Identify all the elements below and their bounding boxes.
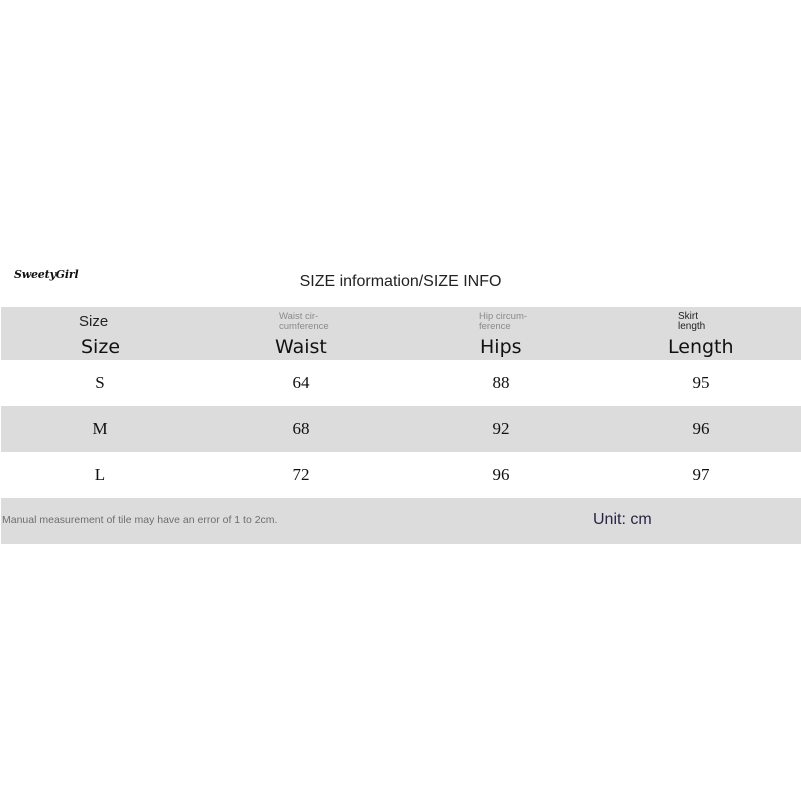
brand-logo: SweetyGirl bbox=[14, 268, 79, 281]
table-row bbox=[1, 406, 801, 452]
header-hips-label: Hips bbox=[480, 336, 522, 358]
cell-length: 96 bbox=[692, 419, 710, 438]
header-length-label: Length bbox=[668, 336, 734, 358]
cell-hips: 96 bbox=[492, 465, 510, 484]
table-row bbox=[1, 360, 801, 406]
header-size-label: Size bbox=[81, 336, 121, 358]
header-waist-label: Waist bbox=[275, 336, 327, 358]
table-footer bbox=[1, 498, 801, 544]
table-row bbox=[1, 452, 801, 498]
cell-size: M bbox=[92, 419, 108, 438]
cell-waist: 68 bbox=[292, 419, 310, 438]
measurement-note: Manual measurement of tile may have an error of 1 to 2cm. bbox=[2, 514, 278, 526]
cell-hips: 92 bbox=[492, 419, 510, 438]
cell-waist: 72 bbox=[292, 465, 310, 484]
cell-hips: 88 bbox=[492, 373, 510, 392]
header-length-sub: Skirt length bbox=[678, 311, 706, 332]
header-waist-sub: Waist cir- cumference bbox=[279, 311, 329, 332]
header-hips-sub: Hip circum- ference bbox=[479, 311, 528, 332]
size-table bbox=[1, 307, 801, 544]
cell-length: 95 bbox=[692, 373, 710, 392]
cell-size: L bbox=[94, 465, 106, 484]
cell-length: 97 bbox=[692, 465, 710, 484]
page-title: SIZE information/SIZE INFO bbox=[299, 273, 502, 290]
cell-waist: 64 bbox=[292, 373, 310, 392]
table-header-row bbox=[1, 307, 801, 360]
header-size-sub: Size bbox=[79, 313, 109, 330]
unit-label: Unit: cm bbox=[593, 511, 652, 528]
cell-size: S bbox=[95, 373, 105, 392]
